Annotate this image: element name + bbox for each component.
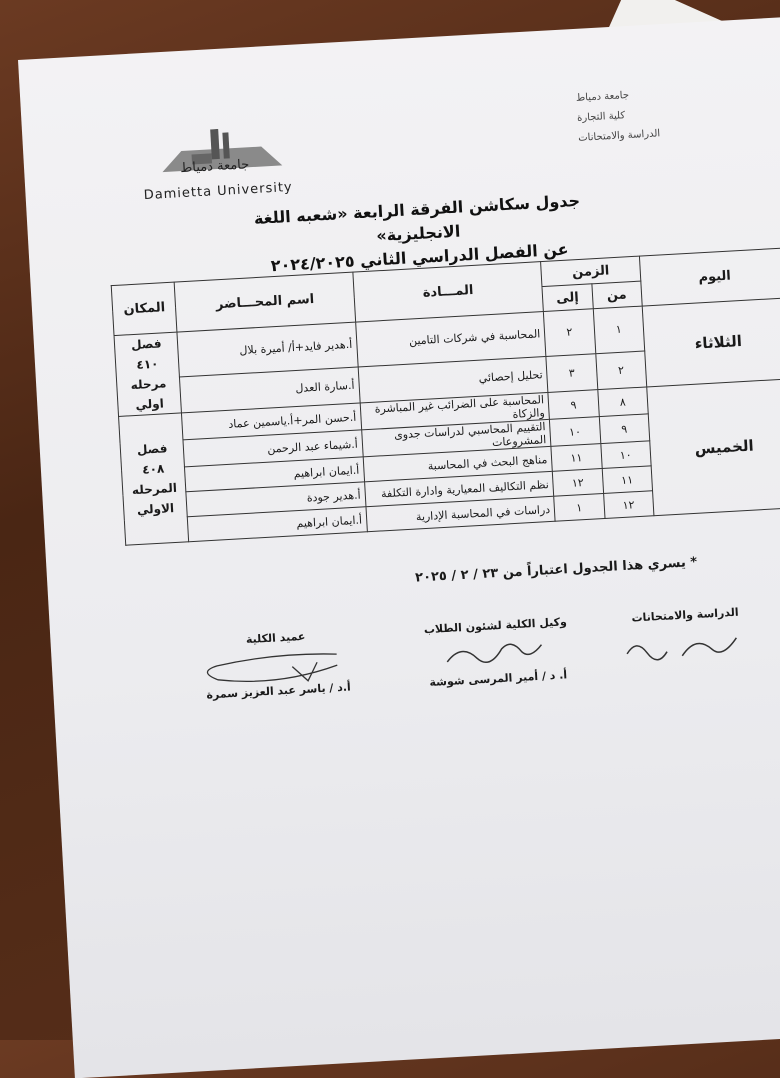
cell-lecturer: أ.ايمان ابراهيم [188,507,367,542]
cell-place: فصل ٤١٠ مرحله اولي [114,332,182,416]
university-name-en: Damietta University [143,179,294,204]
cell-subject: نظم التكاليف المعيارية وادارة التكلفة [364,471,553,506]
cell-lecturer: أ.سارة العدل [180,367,360,413]
signature-vice-dean [410,615,583,690]
col-header-time: الزمن [541,256,641,286]
col-header-from: من [591,281,642,309]
signature-name: أ.د / ياسر عبد العزيز سمرة [206,680,352,702]
header-line: جامعة دمياط [575,89,630,104]
cell-to: ٩ [548,390,599,420]
day-thursday: الخميس [647,379,780,516]
cell-subject: المحاسبة في شركات التامين [355,312,546,367]
cell-subject: التقييم المحاسبي لدراسات جدوى المشروعات [361,419,551,456]
university-name-ar: جامعة دمياط [179,157,250,177]
title-line-1: جدول سكاشن الفرقة الرابعة «شعبه اللغة الانجليزية» [253,190,581,246]
cell-to: ١٠ [550,417,601,447]
cell-to: ١ [554,494,605,522]
cell-lecturer: أ.هدير جودة [186,482,365,517]
cell-subject: دراسات في المحاسبة الإدارية [366,496,555,531]
col-header-day: اليوم [639,248,780,306]
university-logo [140,125,294,203]
cell-subject: المحاسبة على الضرائب غير المباشرة والزكاة [360,392,550,429]
cell-from: ٢ [595,351,646,390]
col-header-subject: المـــادة [353,262,544,322]
cell-lecturer: أ.ايمان ابراهيم [185,457,364,492]
schedule-table [111,247,780,545]
title-line-2: عن الفصل الدراسي الثاني ٢٠٢٤/٢٠٢٥ [270,239,570,276]
cell-to: ١٢ [552,469,603,497]
col-header-place: المكان [111,282,177,335]
cell-to: ٢ [544,309,596,357]
cell-subject: تحليل إحصائي [358,356,548,403]
cell-from: ٨ [597,387,648,417]
cell-lecturer: أ.هدير فايد+أ/ أميرة بلال [177,322,358,377]
cell-place: فصل ٤٠٨ المرحله الاولي [119,413,190,545]
signature-title: وكيل الكلية لشئون الطلاب [423,615,568,637]
cell-from: ٩ [599,414,650,444]
day-tuesday: الثلاثاء [642,298,780,387]
signature-title: عميد الكلية [245,629,306,647]
col-header-to: إلى [542,284,593,312]
handwritten-signature-icon [196,644,348,692]
col-header-lecturer: اسم المحـــاضر [175,272,356,332]
signature-exams [610,604,760,625]
header-line: كلية التجارة [576,110,626,124]
cell-from: ١١ [602,466,653,494]
logo-emblem-icon [140,125,293,183]
signature-dean [190,627,363,702]
signature-title: الدراسة والامتحانات [631,605,739,625]
header-line: الدراسة والامتحانات [577,128,661,144]
handwritten-signature-icon [441,634,553,676]
handwritten-signature-icon [621,627,753,674]
faculty-header [575,79,758,149]
cell-from: ١٢ [603,491,654,519]
cell-from: ١ [593,306,645,354]
cell-lecturer: أ.شيماء عبد الرحمن [183,430,363,467]
cell-lecturer: أ.حسن المر+أ.ياسمين عماد [182,403,362,440]
cell-from: ١٠ [600,441,651,469]
cell-to: ١١ [551,444,602,472]
validity-note: * يسري هذا الجدول اعتباراً من ٢٣ / ٢ / ٢٠٢٥ [414,554,698,586]
cell-to: ٣ [546,354,597,393]
signature-name: أ. د / أمير المرسى شوشة [429,668,568,689]
cell-subject: مناهج البحث في المحاسبة [363,446,552,481]
schedule-document [18,15,780,1078]
